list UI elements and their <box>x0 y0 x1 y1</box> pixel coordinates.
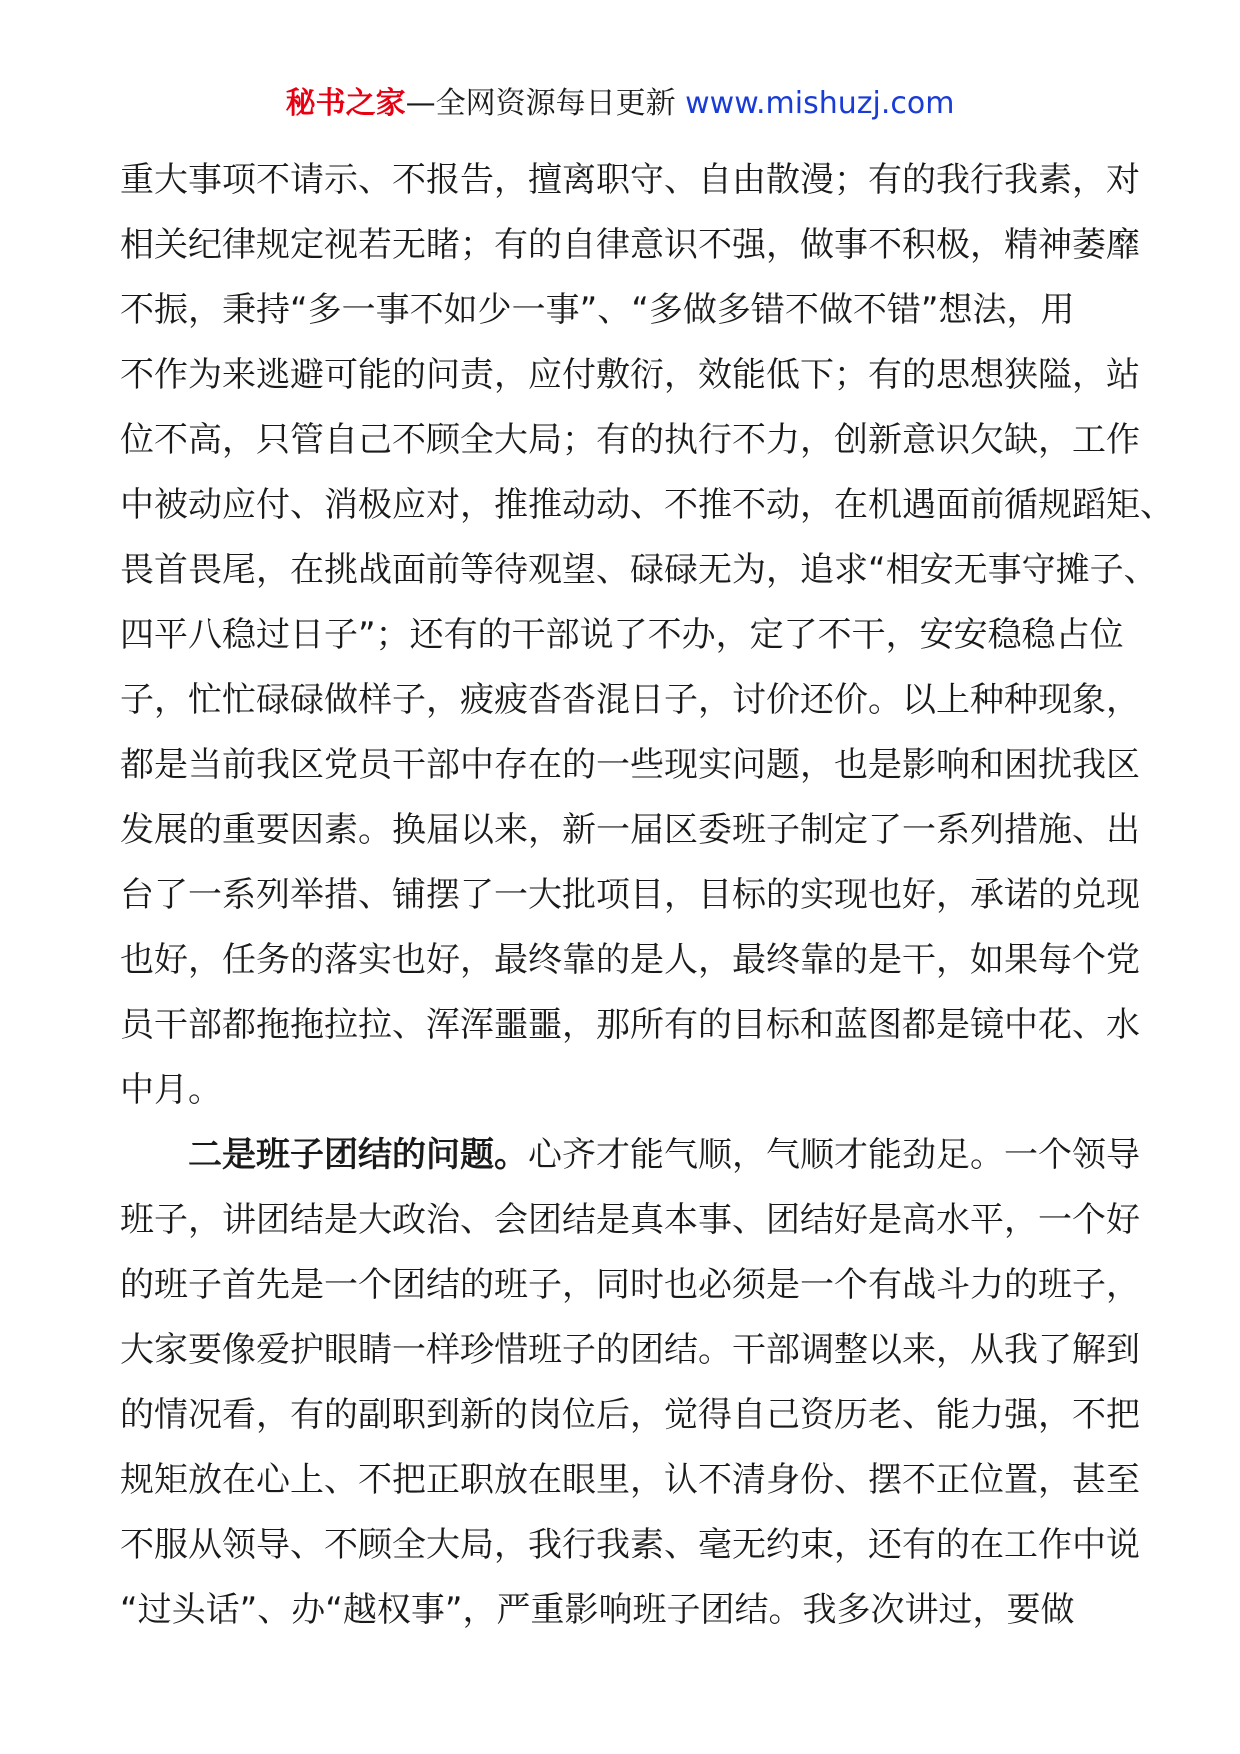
page-header <box>0 84 1240 124</box>
text-line: 重大事项不请示、不报告，擅离职守、自由散漫；有的我行我素，对 <box>120 160 1140 200</box>
brand-name: 秘书之家 <box>285 86 406 121</box>
text-line: 也好，任务的落实也好，最终靠的是人，最终靠的是干，如果每个党 <box>120 940 1140 980</box>
text-line: 员干部都拖拖拉拉、浑浑噩噩，那所有的目标和蓝图都是镜中花、水 <box>120 1005 1140 1045</box>
section-2-first-line <box>120 1123 1140 1188</box>
document-body <box>120 148 1174 1643</box>
text-line: 子，忙忙碌碌做样子，疲疲沓沓混日子，讨价还价。以上种种现象， <box>120 680 1140 720</box>
text-line: 中月。 <box>120 1070 222 1110</box>
text-line: 大家要像爱护眼睛一样珍惜班子的团结。干部调整以来，从我了解到 <box>120 1330 1140 1370</box>
text-line: 班子，讲团结是大政治、会团结是真本事、团结好是高水平，一个好 <box>120 1200 1140 1240</box>
text-line: 台了一系列举措、铺摆了一大批项目，目标的实现也好，承诺的兑现 <box>120 875 1140 915</box>
text-line: 发展的重要因素。换届以来，新一届区委班子制定了一系列措施、出 <box>120 810 1140 850</box>
text-line: 相关纪律规定视若无睹；有的自律意识不强，做事不积极，精神萎靡 <box>120 225 1140 265</box>
text-line: 不振，秉持“多一事不如少一事”、“多做多错不做不错”想法，用 <box>120 290 1075 330</box>
text-line: 规矩放在心上、不把正职放在眼里，认不清身份、摆不正位置，甚至 <box>120 1460 1140 1500</box>
header-tagline: —全网资源每日更新 <box>405 86 676 121</box>
section-2-lead-text: 心齐才能气顺，气顺才能劲足。一个领导 <box>528 1135 1140 1175</box>
header-url-link[interactable]: www.mishuzj.com <box>685 86 955 121</box>
text-line: 四平八稳过日子”；还有的干部说了不办，定了不干，安安稳稳占位 <box>120 615 1124 655</box>
text-line: 的情况看，有的副职到新的岗位后，觉得自己资历老、能力强，不把 <box>120 1395 1140 1435</box>
text-line: 都是当前我区党员干部中存在的一些现实问题，也是影响和困扰我区 <box>120 745 1140 785</box>
text-line: 位不高，只管自己不顾全大局；有的执行不力，创新意识欠缺，工作 <box>120 420 1140 460</box>
text-line: 的班子首先是一个团结的班子，同时也必须是一个有战斗力的班子， <box>120 1265 1140 1305</box>
section-2-heading: 二是班子团结的问题。 <box>188 1135 528 1175</box>
text-line: 畏首畏尾，在挑战面前等待观望、碌碌无为，追求“相安无事守摊子、 <box>120 550 1158 590</box>
text-line: 中被动应付、消极应对，推推动动、不推不动，在机遇面前循规蹈矩、 <box>120 485 1174 525</box>
text-line: 不服从领导、不顾全大局，我行我素、毫无约束，还有的在工作中说 <box>120 1525 1140 1565</box>
text-line: 不作为来逃避可能的问责，应付敷衍，效能低下；有的思想狭隘，站 <box>120 355 1140 395</box>
text-line: “过头话”、办“越权事”，严重影响班子团结。我多次讲过，要做 <box>120 1590 1075 1630</box>
